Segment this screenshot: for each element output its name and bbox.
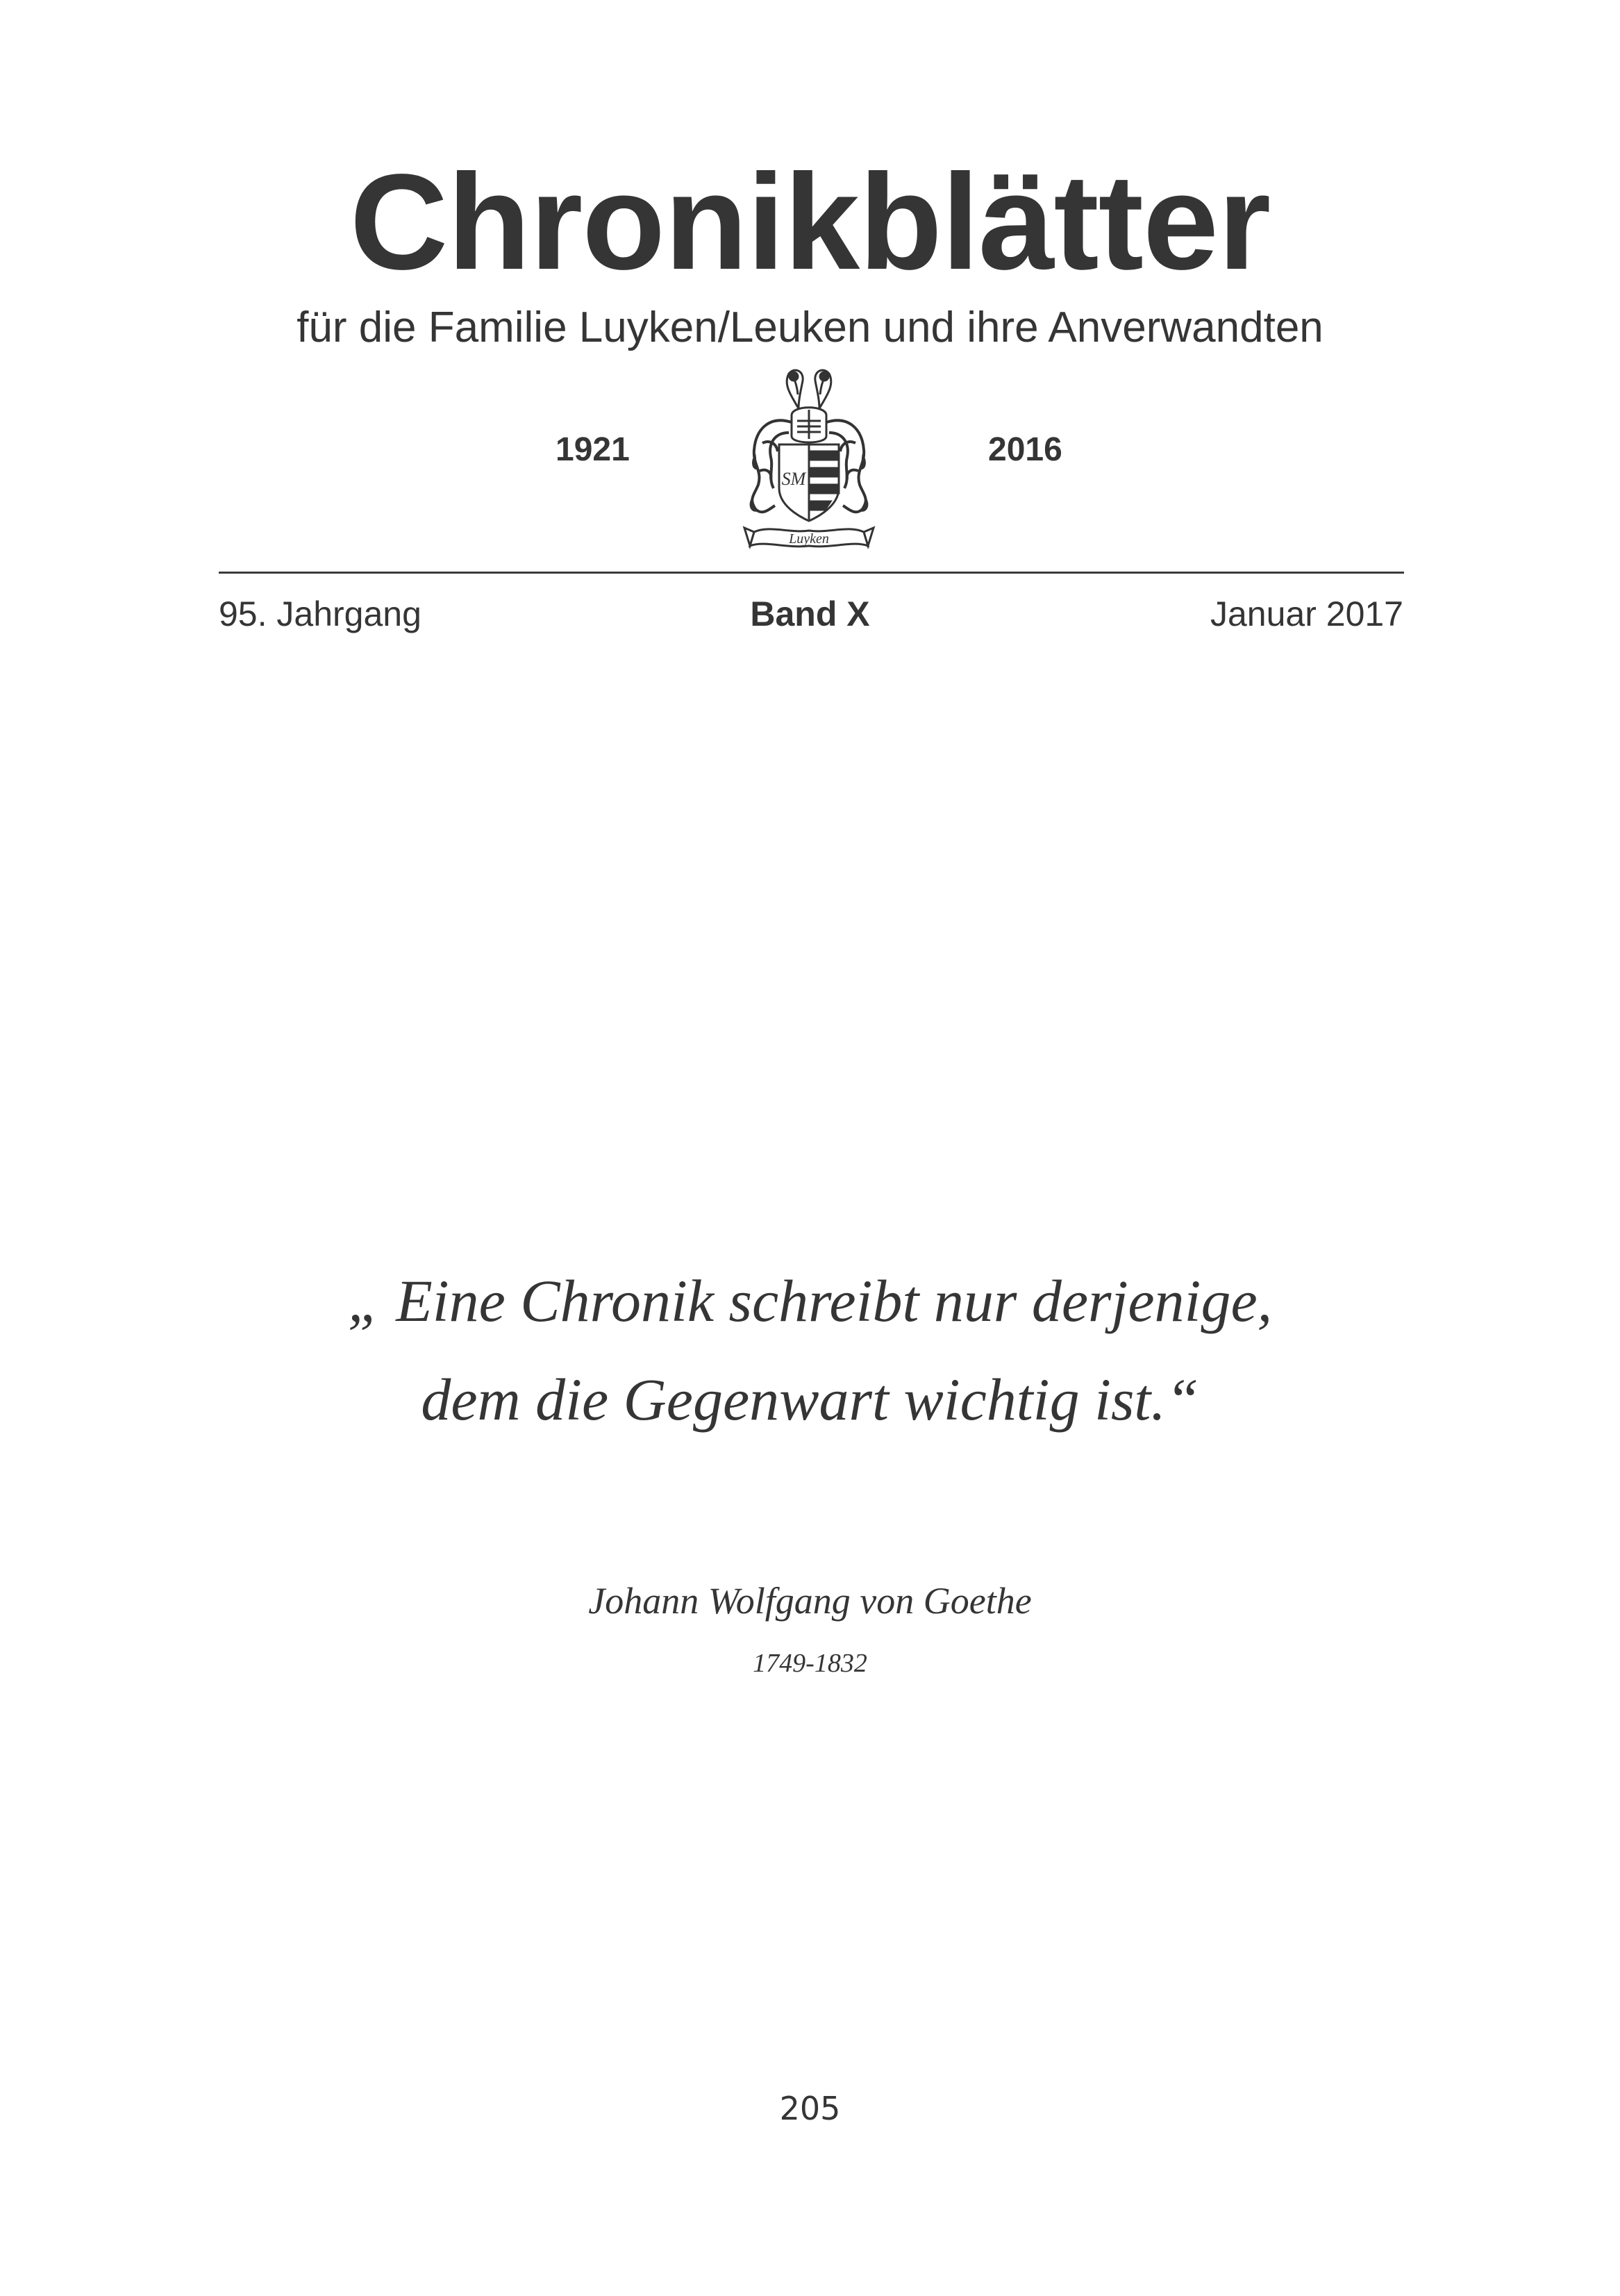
author-lifespan: 1749-1832 bbox=[753, 1649, 867, 1678]
current-year: 2016 bbox=[988, 431, 1062, 468]
volume-year: 95. Jahrgang bbox=[219, 594, 421, 633]
publication-subtitle: für die Familie Luyken/Leuken und ihre Anverwandten bbox=[297, 303, 1323, 351]
publication-title: Chronikblätter bbox=[349, 146, 1271, 298]
header-divider bbox=[219, 572, 1404, 574]
band-label: Band X bbox=[750, 594, 870, 633]
svg-text:Luyken: Luyken bbox=[789, 531, 829, 547]
founding-year: 1921 bbox=[556, 431, 630, 468]
family-coat-of-arms-icon bbox=[735, 367, 883, 558]
page-number: 205 bbox=[779, 2090, 841, 2127]
quote-line-2: dem die Gegenwart wichtig ist.“ bbox=[421, 1366, 1199, 1433]
quote-line-1: „ Eine Chronik schreibt nur derjenige, bbox=[347, 1267, 1273, 1334]
issue-date: Januar 2017 bbox=[1210, 594, 1403, 633]
svg-text:SM: SM bbox=[781, 469, 806, 489]
quote-author: Johann Wolfgang von Goethe bbox=[588, 1580, 1032, 1622]
